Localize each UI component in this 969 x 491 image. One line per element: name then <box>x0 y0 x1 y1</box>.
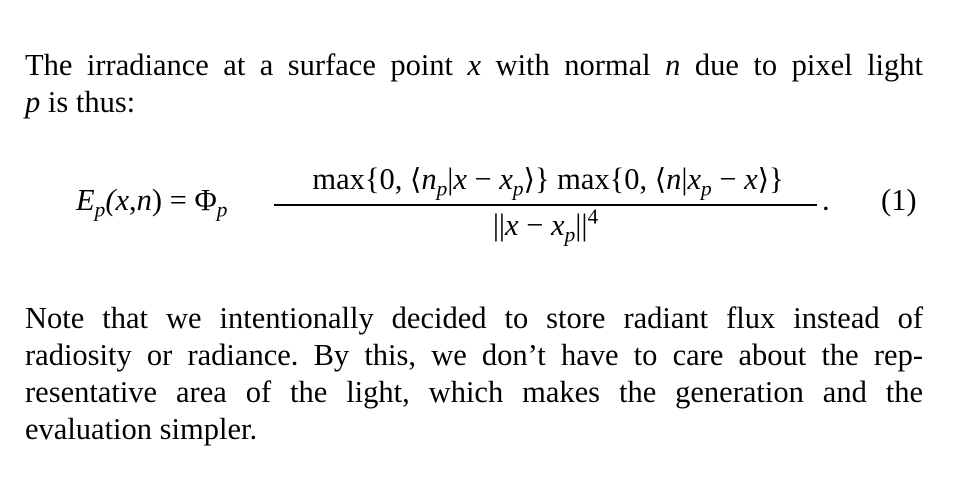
intro-line-1: The irradiance at a surface point x with normal n due to pixel light <box>25 48 924 82</box>
note-line-1: Note that we intentionally decided to store radiant flux instead of <box>25 301 923 335</box>
note-line-3: resentative area of the light, which makes the generation and the <box>25 375 923 409</box>
equation-number: (1) <box>881 183 917 217</box>
intro-line-2: p is thus: <box>25 85 136 119</box>
equation-1 <box>0 150 969 260</box>
fraction-bar <box>274 204 817 206</box>
variable-p: p <box>25 85 41 119</box>
intro-paragraph <box>25 47 923 121</box>
variable-x: x <box>467 48 482 82</box>
equation-fraction <box>274 150 822 260</box>
equation-numerator: max{0, $⟨n_p|x$ − $x_p⟩$} max{0, $⟨n|x_p$ − x⟩} <box>312 162 784 201</box>
note-line-2: radiosity or radiance. By this, we don’t have to care about the rep- <box>25 338 923 372</box>
note-line-4: evaluation simpler. <box>25 412 258 446</box>
equation-lhs: $E_p(x,n) = \Phi_p$ <box>76 183 228 222</box>
equation-period: . <box>822 183 830 217</box>
equation-denominator: $||x - x_p||^4$ <box>492 204 599 247</box>
note-paragraph <box>25 300 923 448</box>
variable-n: n <box>665 48 681 82</box>
